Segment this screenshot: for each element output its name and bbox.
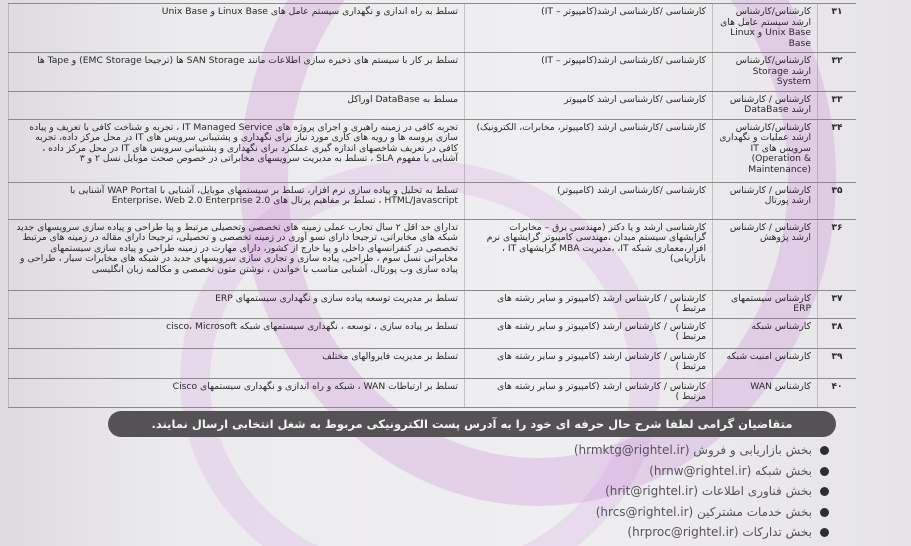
application-instruction-banner: متقاضیان گرامی لطفا شرح حال حرفه ای خود را به آدرس پست الکترونیکی مربوط به شغل انتخابی ارسال نمایند. (108, 411, 836, 437)
skill-requirement: مسلط به DataBase اوراکل (9, 91, 465, 119)
job-title: کارشناس/کارشناس ارشد عملیات و نگهداری سرویس های IT (Operation & Maintenance) (713, 119, 818, 182)
row-number: ۳۶ (818, 219, 857, 290)
contact-email: بخش بازاریابی و فروش (hrmktg@rightel.ir) (573, 443, 812, 457)
education-requirement: کارشناسی /کارشناسی ارشد کامپیوتر (465, 91, 713, 119)
list-item (489, 502, 829, 523)
contact-list (489, 440, 829, 543)
education-requirement: کارشناس / کارشناس ارشد (کامپیوتر و سایر رشته های مرتبط ) (465, 378, 713, 407)
table-row (9, 318, 857, 348)
row-number: ۴۰ (818, 378, 857, 407)
contact-email: بخش خدمات مشترکین (hrcs@rightel.ir) (595, 504, 812, 519)
list-item (489, 440, 829, 461)
job-title: کارشناس/کارشناس ارشد Storage System (713, 53, 818, 92)
skill-requirement: تدارای حد اقل ۲ سال تجارب عملی زمینه های تخصصی وتحصیلی مرتبط و پیا طراحی و پیاده سازی سرویسهای جدید شبکه های مخابراتی، ترجیحا دارای نسو آوری در زمینه تخصصی و تحصیلی، ترجیحا دارای مقاله در زمینه های مرتبط تخصصی در کنفرانسهای داخلی و پیا خارج از کشور، دارای مهارت در زمینه طراحی و پیاده سازی سیستمهای مخابراتی نسل سوم ، طراحی، پیاده سازی و تجاری سازی سرویسهای جدید در شبکه های مخابرات سیار ، طراحی و پیاده سازی وب پورتال، آشنایی مناسب با خواندن ، نوشتن متون تخصصی و مکالمه زبان انگلیسی (9, 219, 465, 290)
row-number: ۳۵ (818, 182, 857, 219)
table-row (9, 219, 857, 290)
list-item (489, 522, 829, 543)
table-row (9, 290, 857, 318)
contact-email: بخش فناوری اطلاعات (hrit@rightel.ir) (605, 484, 812, 498)
table-row (9, 182, 857, 219)
bullet-icon (820, 508, 829, 517)
row-number: ۳۹ (818, 348, 857, 378)
table-row (9, 348, 857, 378)
education-requirement: کارشناس / کارشناس ارشد (کامپیوتر و سایر رشته های مرتبط ) (465, 290, 713, 318)
education-requirement: کارشناسی ارشد و یا دکتر (مهندسی برق – مخابرات گرایشهای سیستم میدان ،مهندسی کامپیوتر گرایشهای نرم افزار،معماری شبکه IT، ،مدیریت MBA گرایشهای IT ، بازاریابی) (465, 219, 713, 290)
education-requirement: کارشناسی /کارشناسی ارشد (کامپیوتر، مخابرات، الکترونیک) (465, 119, 713, 182)
skill-requirement: تسلط بر مدیریت توسعه پیاده سازی و نگهداری سیستمهای ERP (9, 290, 465, 318)
bullet-icon (820, 528, 829, 537)
job-title: کارشناس/کارشناس ارشد سیستم عامل های Unix Base و Linux Base (713, 4, 818, 53)
list-item (489, 481, 829, 502)
skill-requirement: تسلط به راه اندازی و نگهداری سیستم عامل های Linux Base و Unix Base (9, 4, 465, 53)
row-number: ۳۴ (818, 119, 857, 182)
table-row (9, 53, 857, 92)
skill-requirement: تسلط بر ارتباطات WAN ، شبکه و راه اندازی و نگهداری سیستمهای Cisco (9, 378, 465, 407)
table-row (9, 378, 857, 407)
job-title: کارشناس / کارشناس ارشد پورتال (713, 182, 818, 219)
bullet-icon (820, 446, 829, 455)
education-requirement: کارشناسی /کارشناسی ارشد (کامپیوتر) (465, 182, 713, 219)
skill-requirement: تسلط به تحلیل و پیاده سازی نرم افزار، تسلط بر سیستمهای موبایل، آشنایی با WAP Portal آشنایی با HTML/Javascript ، تسلط بر مفاهیم پرتال های Enterprise، Web 2.0 Enterprise 2.0 (9, 182, 465, 219)
education-requirement: کارشناسی /کارشناسی ارشد(کامپیوتر – IT) (465, 53, 713, 92)
bullet-icon (820, 467, 829, 476)
skill-requirement: تسلط بر کار با سیستم های ذخیره سازی اطلاعات مانند SAN Storage ها (ترجیحا EMC Storage) و Tape ها (9, 53, 465, 92)
row-number: ۳۱ (818, 4, 857, 53)
row-number: ۳۸ (818, 318, 857, 348)
job-title: کارشناس سیستمهای ERP (713, 290, 818, 318)
row-number: ۳۷ (818, 290, 857, 318)
list-item (489, 461, 829, 482)
table-row (9, 91, 857, 119)
job-title: کارشناس / کارشناس ارشد پژوهش (713, 219, 818, 290)
job-title: کارشناس WAN (713, 378, 818, 407)
job-title: کارشناس امنیت شبکه (713, 348, 818, 378)
bullet-icon (820, 487, 829, 496)
contact-email: بخش تدارکات (hrproc@rightel.ir) (627, 525, 812, 539)
row-number: ۳۲ (818, 53, 857, 92)
education-requirement: کارشناسی /کارشناسی ارشد(کامپیوتر – IT) (465, 4, 713, 53)
education-requirement: کارشناس / کارشناس ارشد (کامپیوتر و سایر رشته های مرتبط ) (465, 348, 713, 378)
table-row (9, 4, 857, 53)
row-number: ۳۳ (818, 91, 857, 119)
skill-requirement: تسلط بر مدیریت فایروالهای مختلف (9, 348, 465, 378)
table-row (9, 119, 857, 182)
skill-requirement: تجربه کافی در زمینه راهبری و اجرای پروژه های IT Managed Service ، تجربه و شناخت کافی با تعریف و پیاده سازی پروسه ها و رویه های کاری مورد نیاز برای نگهداری و پشتیبانی سرویس های IT در محل مرکز داده، تجربه کافی در تعریف شاخصهای اندازه گیری عملکرد برای نگهداری و پشتیبانی سرویس های IT در محل مرکز داده ، آشنایی با مفهوم SLA ، تسلط به مدیریت سرویسهای مخابراتی در خصوص صحت موبایل نسل ۲ و ۳ (9, 119, 465, 182)
job-title: کارشناس شبکه (713, 318, 818, 348)
job-table (8, 3, 856, 408)
skill-requirement: تسلط بر پیاده سازی ، توسعه ، نگهداری سیستمهای شبکه cisco، Microsoft (9, 318, 465, 348)
job-title: کارشناس / کارشناس ارشد DataBase (713, 91, 818, 119)
education-requirement: کارشناس / کارشناس ارشد (کامپیوتر و سایر رشته های مرتبط ) (465, 318, 713, 348)
contact-email: بخش شبکه (hrnw@rightel.ir) (649, 463, 812, 478)
